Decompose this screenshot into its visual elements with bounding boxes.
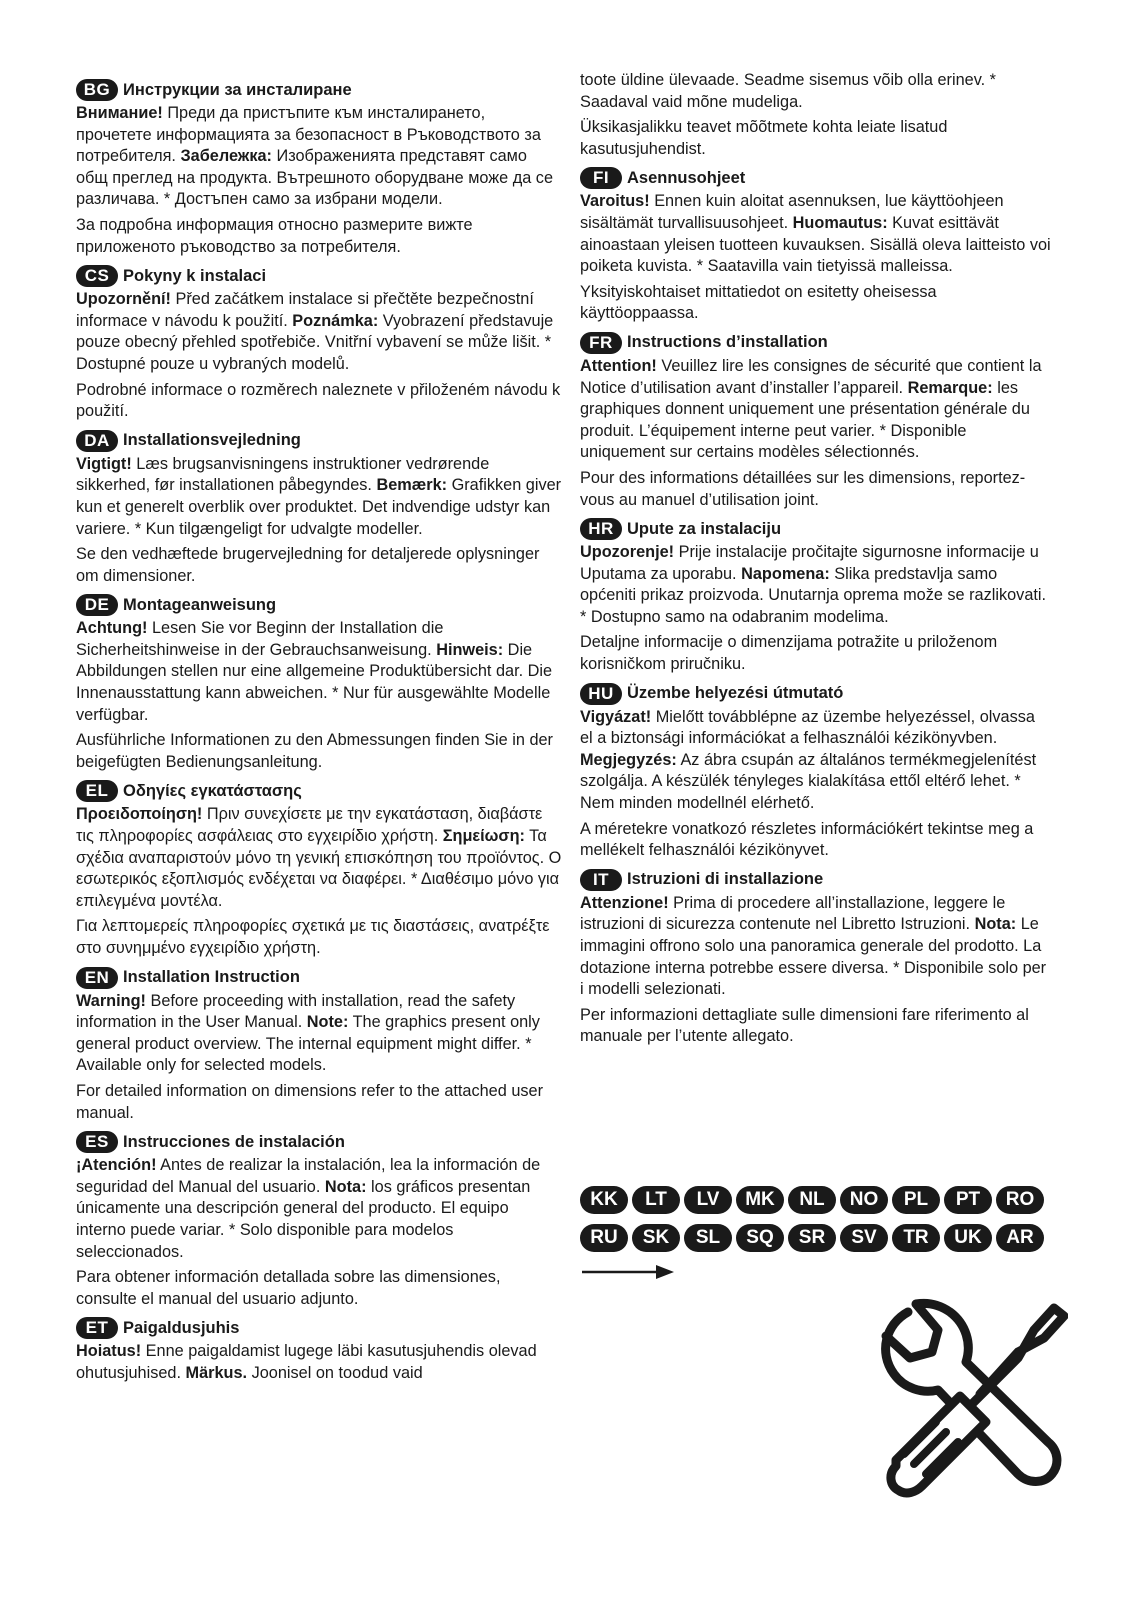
lang-badge-ru: RU xyxy=(580,1224,628,1252)
section-detail: Per informazioni dettagliate sulle dimensioni fare riferimento al manuale per l’utente allegato. xyxy=(580,1005,1029,1046)
section-hr xyxy=(580,517,1052,676)
section-da xyxy=(76,429,562,588)
lang-badge-lt: LT xyxy=(632,1186,680,1214)
lang-row-1 xyxy=(580,1186,1060,1214)
section-title: Инструкции за инсталиране xyxy=(123,80,352,99)
section-title: Montageanweisung xyxy=(123,595,277,614)
section-de xyxy=(76,593,562,773)
lang-badge-nl: NL xyxy=(788,1186,836,1214)
section-body: Upozorenje! Prije instalacije pročitajte sigurnosne informacije u Uputama za uporabu. Napomena: Slika predstavlja samo općeniti prikaz proizvoda. Unutarnja oprema može se razlikovati. * Dostupno samo na odabranim modelima. xyxy=(580,543,1047,626)
section-title: Pokyny k instalaci xyxy=(123,266,267,285)
lang-badge: DA xyxy=(76,430,118,452)
section-detail: For detailed information on dimensions refer to the attached user manual. xyxy=(76,1081,543,1122)
lang-badge: ET xyxy=(76,1317,118,1339)
lang-badge-no: NO xyxy=(840,1186,888,1214)
section-body: Attenzione! Prima di procedere all’installazione, leggere le istruzioni di sicurezza contenute nel Libretto Istruzioni. Nota: Le immagini offrono solo una panoramica generale del prodotto. La dotazione interna potrebbe essere diversa. * Disponibile solo per i modelli selezionati. xyxy=(580,893,1047,999)
section-body: Warning! Before proceeding with installation, read the safety information in the User Manual. Note: The graphics present only general product overview. The internal equipment might differ. * Available only for selected models. xyxy=(76,991,540,1075)
section-body: Varoitus! Ennen kuin aloitat asennuksen, lue käyttöohjeen sisältämät turvallisuusohjeet. Huomautus: Kuvat esittävät ainoastaan yleisen tuotteen kuvauksen. Sisällä oleva laitteisto voi poiketa kuvista. * Saatavilla vain tietyissä malleissa. xyxy=(580,192,1051,276)
left-column xyxy=(76,78,562,1391)
section-title: Asennusohjeet xyxy=(627,168,746,187)
section-body: Achtung! Lesen Sie vor Beginn der Installation die Sicherheitshinweise in der Gebrauchsanweisung. Hinweis: Die Abbildungen stellen nur eine allgemeine Produktübersicht dar. Die Innenausstattung kann abweichen. * Nur für ausgewählte Modelle verfügbar. xyxy=(76,619,553,724)
lang-badge: IT xyxy=(580,869,622,891)
section-title: Paigaldusjuhis xyxy=(123,1318,240,1337)
lang-badge: BG xyxy=(76,79,118,101)
lang-badge-sr: SR xyxy=(788,1224,836,1252)
arrow-right-icon xyxy=(580,1262,676,1282)
section-detail: A méretekre vonatkozó részletes információkért tekintse meg a mellékelt felhasználói kézikönyvet. xyxy=(580,819,1034,860)
lang-badge-tr: TR xyxy=(892,1224,940,1252)
right-column xyxy=(580,70,1052,1054)
section-title: Installation Instruction xyxy=(123,968,300,987)
section-detail: Para obtener información detallada sobre las dimensiones, consulte el manual del usuario adjunto. xyxy=(76,1268,501,1308)
section-title: Installationsvejledning xyxy=(123,431,301,450)
section-body: Προειδοποίηση! Πριν συνεχίσετε με την εγκατάσταση, διαβάστε τις πληροφορίες ασφάλειας στο εγχειρίδιο χρήστη. Σημείωση: Τα σχέδια αναπαριστούν μόνο τη γενική επισκόπηση του προϊόντος. Ο εσωτερικός εξοπλισμός ενδέχεται να διαφέρει. * Διαθέσιμο μόνο για επιλεγμένα μοντέλα. xyxy=(76,805,562,910)
section-el xyxy=(76,779,562,959)
section-title: Instrucciones de instalación xyxy=(123,1132,345,1151)
section-detail: Για λεπτομερείς πληροφορίες σχετικά με τις διαστάσεις, ανατρέξτε στο συνημμένο εγχειρίδιο χρήστη. xyxy=(76,917,550,957)
section-body: toote üldine ülevaade. Seadme sisemus võib olla erinev. * Saadaval vaid mõne mudeliga. xyxy=(580,71,997,111)
section-detail: Yksityiskohtaiset mittatiedot on esitetty oheisessa käyttöoppaassa. xyxy=(580,282,937,323)
section-detail: Üksikasjalikku teavet mõõtmete kohta leiate lisatud kasutusjuhendist. xyxy=(580,118,948,158)
lang-badge: FI xyxy=(580,167,622,189)
section-title: Üzembe helyezési útmutató xyxy=(627,684,844,703)
lang-badge-uk: UK xyxy=(944,1224,992,1252)
section-body: Upozornění! Před začátkem instalace si přečtěte bezpečnostní informace v návodu k použití. Poznámka: Vyobrazení představuje pouze obecný přehled spotřebiče. Vnitřní vybavení se může lišit. * Dostupné pouze u vybraných modelů. xyxy=(76,290,554,373)
lang-badge-mk: MK xyxy=(736,1186,784,1214)
lang-badge: HU xyxy=(580,683,622,705)
lang-badge-sq: SQ xyxy=(736,1224,784,1252)
section-bg xyxy=(76,78,562,258)
section-hu xyxy=(580,682,1052,862)
lang-badge: ES xyxy=(76,1131,118,1153)
section-body: ¡Atención! Antes de realizar la instalación, lea la información de seguridad del Manual del usuario. Nota: los gráficos presentan únicamente una descripción general del producto. El equipo interno puede variar. * Solo disponible para modelos seleccionados. xyxy=(76,1156,541,1261)
section-title: Upute za instalaciju xyxy=(627,519,782,538)
lang-badge: EN xyxy=(76,967,118,989)
lang-badge: HR xyxy=(580,518,622,540)
section-body: Внимание! Преди да пристъпите към инсталирането, прочетете информацията за безопасност в Ръководството за потребителя. Забележка: Изображенията представят само общ преглед на продукта. Вътрешното оборудване може да се различава. * Достъпен само за избрани модели. xyxy=(76,104,553,209)
section-detail: Detaljne informacije o dimenzijama potražite u priloženom korisničkom priručniku. xyxy=(580,633,998,674)
lang-badge-sk: SK xyxy=(632,1224,680,1252)
lang-badge: DE xyxy=(76,594,118,616)
section-fr xyxy=(580,331,1052,511)
section-title: Instructions d’installation xyxy=(627,333,828,352)
section-body: Hoiatus! Enne paigaldamist lugege läbi kasutusjuhendis olevad ohutusjuhised. Märkus. Joonisel on toodud vaid xyxy=(76,1342,537,1382)
section-detail: За подробна информация относно размерите вижте приложеното ръководство за потребителя. xyxy=(76,215,473,256)
section-cs xyxy=(76,264,562,423)
lang-badge-sl: SL xyxy=(684,1224,732,1252)
lang-row-2 xyxy=(580,1224,1060,1252)
lang-badge-ro: RO xyxy=(996,1186,1044,1214)
lang-badge: FR xyxy=(580,332,622,354)
section-detail: Se den vedhæftede brugervejledning for detaljerede oplysninger om dimensioner. xyxy=(76,545,540,585)
lang-badge-lv: LV xyxy=(684,1186,732,1214)
wrench-screwdriver-icon xyxy=(868,1290,1068,1500)
other-languages xyxy=(580,1186,1060,1262)
section-body: Vigtigt! Læs brugsanvisningens instruktioner vedrørende sikkerhed, før installationen påbegyndes. Bemærk: Grafikken giver kun et generelt overblik over produktet. Det indvendige udstyr kan variere. * Kun tilgængeligt for udvalgte modeller. xyxy=(76,454,562,538)
section-detail: Podrobné informace o rozměrech naleznete v přiloženém návodu k použití. xyxy=(76,380,561,421)
lang-badge-sv: SV xyxy=(840,1224,888,1252)
lang-badge-kk: KK xyxy=(580,1186,628,1214)
section-en xyxy=(76,966,562,1125)
section-it xyxy=(580,868,1052,1048)
section-detail: Ausführliche Informationen zu den Abmessungen finden Sie in der beigefügten Bedienungsanleitung. xyxy=(76,731,553,771)
section-et-continued xyxy=(580,70,1052,160)
section-body: Attention! Veuillez lire les consignes de sécurité que contient la Notice d’utilisation avant d’installer l’appareil. Remarque: les graphiques donnent uniquement une présentation générale du produit. L’équipement interne peut varier. * Disponible uniquement sur certains modèles sélectionnés. xyxy=(580,356,1042,462)
lang-badge: CS xyxy=(76,265,118,287)
section-body: Vigyázat! Mielőtt továbblépne az üzembe helyezéssel, olvassa el a biztonsági információkat a felhasználói kézikönyvben. Megjegyzés: Az ábra csupán az általános termékmegjelenítést szolgálja. A készülék tényleges kialakítása ettől eltérő lehet. * Nem minden modellnél elérhető. xyxy=(580,707,1037,813)
section-es xyxy=(76,1130,562,1310)
lang-badge-pl: PL xyxy=(892,1186,940,1214)
section-title: Οδηγίες εγκατάστασης xyxy=(123,781,302,800)
lang-badge-ar: AR xyxy=(996,1224,1044,1252)
lang-badge: EL xyxy=(76,780,118,802)
lang-badge-pt: PT xyxy=(944,1186,992,1214)
section-et xyxy=(76,1316,562,1384)
section-title: Istruzioni di installazione xyxy=(627,870,824,889)
section-fi xyxy=(580,166,1052,325)
section-detail: Pour des informations détaillées sur les dimensions, reportez-vous au manuel d’utilisation joint. xyxy=(580,468,1026,509)
